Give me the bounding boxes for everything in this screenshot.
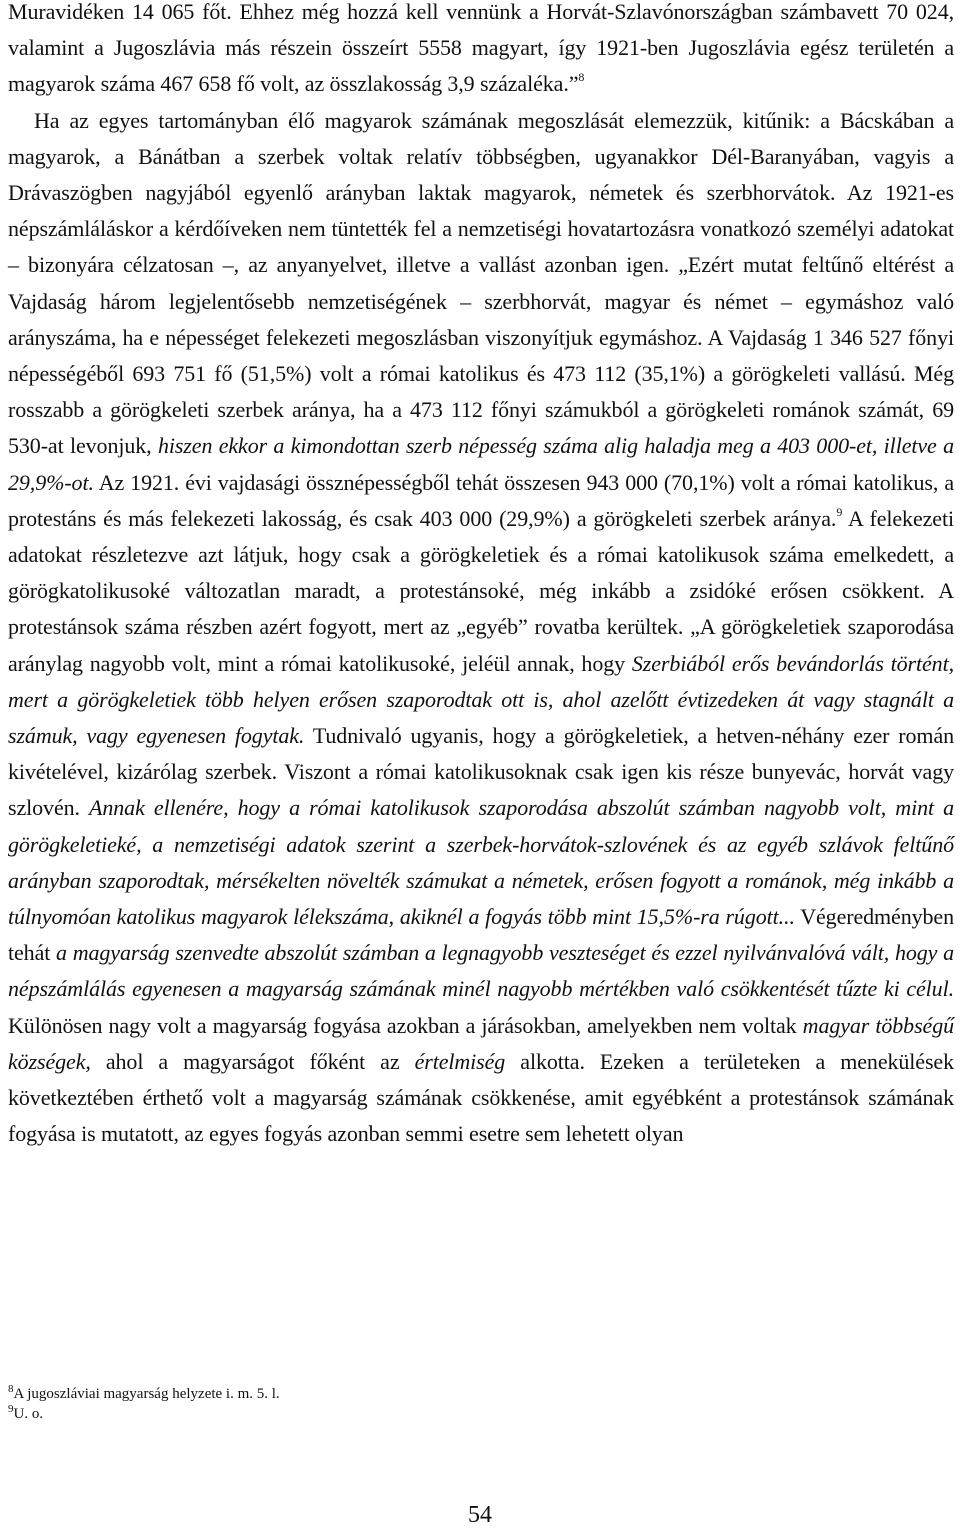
footnote-reference: 9 bbox=[836, 504, 843, 519]
italic-quote-segment: Szerbiából erős bevándorlás történt, mert a görögkeletiek több helyen erősen szaporodtak ott is, ahol azelőtt évtizedeken át vagy stagnált a számuk, vagy egyenesen fogytak. bbox=[8, 650, 954, 749]
footnote-number: 8 bbox=[8, 1383, 14, 1395]
text-segment: A felekezeti adatokat részletezve azt látjuk, hogy csak a görögkeletiek és a római katolikusok száma emelkedett, a görögkatolikusoké változatlan maradt, a protestánsoké, még inkább a zsidóké erősen csökkent. A protestánsok száma részben azért fogyott, mert az „egyéb” rovatba kerültek. „A görögkeletiek szaporodása aránylag nagyobb volt, mint a római katolikusoké, jeléül annak, hogy bbox=[8, 505, 954, 676]
text-segment: alkotta. Ezeken a területeken a menekülések következtében érthető volt a magyarság számának csökkenése, amit egyébként a protestánsok számának fogyása is mutatott, az egyes fogyás azonban semmi esetre sem lehetett olyan bbox=[8, 1048, 954, 1147]
text-segment: Ha az egyes tartományban élő magyarok számának megoszlását elemezzük, kitűnik: a Bácskában a magyarok, a Bánátban a szerbek voltak relatív többségben, ugyanakkor Dél-Baranyában, vagyis a Drávaszögben nagyjából egyenlő arányban laktak magyarok, németek és szerbhorvátok. Az 1921-es népszámláláskor a kérdőíveken nem tüntették fel a nemzetiségi hovatartozásra vonatkozó személyi adatokat – bizonyára célzatosan –, az anyanyelvet, illetve a vallást azonban igen. „Ezért mutat feltűnő eltérést a Vajdaság három legjelentősebb nemzetiségének – szerbhorvát, magyar és német – egymáshoz való arányszáma, ha e népességet felekezeti megoszlásban viszonyítjuk egymáshoz. A Vajdaság 1 346 527 főnyi népességéből 693 751 fő (51,5%) volt a római katolikus és 473 112 (35,1%) a görögkeleti vallású. Még rosszabb a görögkeleti szerbek aránya, ha a 473 112 főnyi számukból a görögkeleti románok számát, 69 530-at levonjuk, bbox=[8, 107, 954, 459]
text-segment: Végeredményben tehát bbox=[8, 904, 954, 966]
footnote-text: A jugoszláviai magyarság helyzete i. m. 5. l. bbox=[13, 1386, 280, 1402]
text-segment: Muravidéken 14 065 főt. Ehhez még hozzá kell vennünk a Horvát-Szlavónországban számbavett 70 024, valamint a Jugoszlávia más részein összeírt 5558 magyart, így 1921-ben Jugoszlávia egész területén a magyarok száma 467 658 fő volt, az összlakosság 3,9 százaléka.” bbox=[8, 0, 954, 97]
italic-quote-segment: a magyarság szenvedte abszolút számban a legnagyobb veszteséget és ezzel nyilvánvalóvá vált, hogy a népszámlálás egyenesen a magyarság számának minél nagyobb mértékben való csökkentését tűzte ki célul. bbox=[8, 940, 954, 1002]
footnote-9 bbox=[8, 1404, 708, 1424]
italic-quote-segment: Annak ellenére, hogy a római katolikusok szaporodása abszolút számban nagyobb volt, mint a görögkeletieké, a nemzetiségi adatok szerint a szerbek-horvátok-szlovének és az egyéb szlávok feltűnő arányban szaporodtak, mérsékelten növelték számukat a németek, erősen fogyott a románok, még inkább a túlnyomóan katolikus magyarok lélekszáma, akiknél a fogyás több mint 15,5%-ra rúgott... bbox=[8, 795, 955, 930]
footnote-number: 9 bbox=[8, 1403, 14, 1415]
italic-quote-segment: magyar többségű községek, bbox=[8, 1012, 954, 1074]
italic-quote-segment: értelmiség bbox=[414, 1048, 506, 1074]
footnote-8 bbox=[8, 1384, 708, 1404]
text-segment: ahol a magyarságot főként az bbox=[90, 1048, 415, 1074]
text-segment: Különösen nagy volt a magyarság fogyása azokban a járásokban, amelyekben nem voltak bbox=[8, 1012, 803, 1038]
footnote-reference: 8 bbox=[578, 70, 585, 85]
footnotes bbox=[8, 1384, 708, 1424]
text-segment: Tudnivaló ugyanis, hogy a görögkeletiek, a hetven-néhány ezer román kivételével, kizárólag szerbek. Viszont a római katolikusoknak csak igen kis része bunyevác, horvát vagy szlovén. bbox=[8, 723, 955, 821]
text-segment: Az 1921. évi vajdasági össznépességből tehát összesen 943 000 (70,1%) volt a római katolikus, a protestáns és más felekezeti lakosság, és csak 403 000 (29,9%) a görögkeleti szerbek aránya. bbox=[8, 469, 954, 531]
paragraph-analysis bbox=[8, 103, 954, 1153]
document-page bbox=[8, 0, 954, 1153]
footnote-text: U. o. bbox=[13, 1406, 44, 1422]
italic-quote-segment: hiszen ekkor a kimondottan szerb népesség száma alig haladja meg a 403 000-et, illetve a 29,9%-ot. bbox=[8, 433, 954, 495]
page-number: 54 bbox=[468, 1502, 492, 1528]
paragraph-continued bbox=[8, 0, 954, 103]
